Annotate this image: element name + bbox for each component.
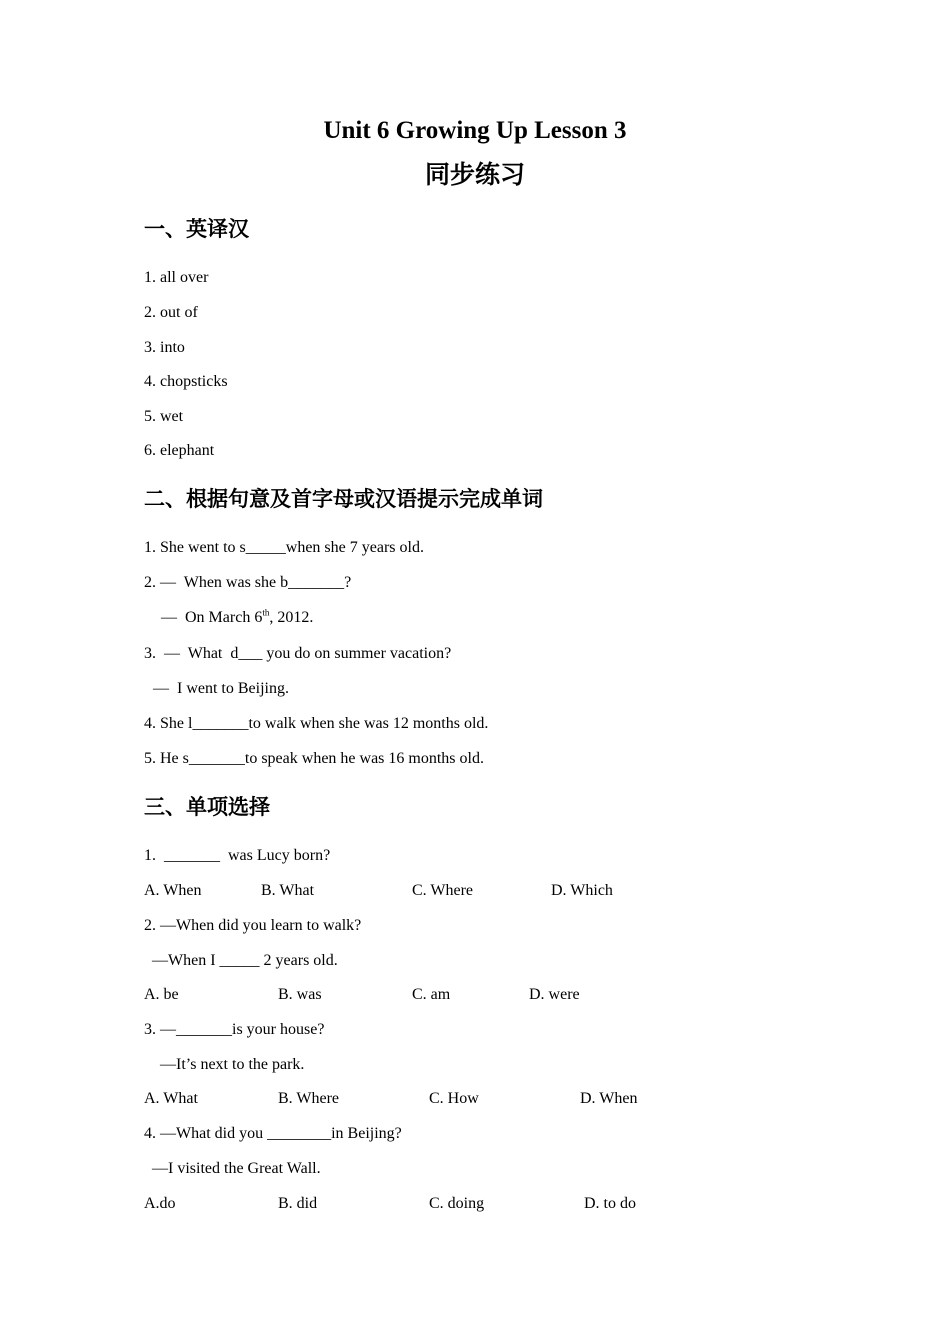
s2-q2-answer-text: — On March 6	[161, 609, 263, 626]
s3-q4-option-a: A.do	[144, 1195, 176, 1212]
s3-question-2: 2. —When did you learn to walk?	[144, 917, 362, 934]
s1-item-5: 5. wet	[144, 408, 184, 425]
section-1-heading: 一、英译汉	[144, 217, 249, 241]
s3-question-4-reply: —I visited the Great Wall.	[152, 1160, 321, 1177]
s3-q1-option-a: A. When	[144, 882, 202, 899]
s1-item-3: 3. into	[144, 339, 185, 356]
document-subtitle: 同步练习	[424, 160, 525, 189]
s3-q4-option-b: B. did	[278, 1195, 318, 1212]
section-2-heading: 二、根据句意及首字母或汉语提示完成单词	[144, 487, 543, 511]
s2-question-3-answer: — I went to Beijing.	[153, 680, 289, 697]
section-3-heading: 三、单项选择	[144, 795, 270, 819]
s3-q2-option-c: C. am	[412, 986, 451, 1003]
s3-q1-option-d: D. Which	[551, 882, 613, 899]
s3-question-2-reply: —When I _____ 2 years old.	[152, 952, 338, 969]
s1-item-4: 4. chopsticks	[144, 373, 228, 390]
s2-q2-answer-sup: th	[262, 607, 270, 618]
s3-q3-option-b: B. Where	[278, 1090, 340, 1107]
s3-q3-option-d: D. When	[580, 1090, 638, 1107]
s3-q2-option-d: D. were	[529, 986, 580, 1003]
s2-question-5: 5. He s_______to speak when he was 16 months old.	[144, 750, 484, 767]
s3-question-4: 4. —What did you ________in Beijing?	[144, 1125, 402, 1142]
s2-question-2: 2. — When was she b_______?	[144, 574, 352, 591]
s3-question-3: 3. —_______is your house?	[144, 1021, 325, 1038]
s1-item-1: 1. all over	[144, 269, 209, 286]
s2-question-1: 1. She went to s_____when she 7 years old.	[144, 539, 424, 556]
s3-question-3-reply: —It’s next to the park.	[160, 1056, 305, 1073]
s3-q1-option-c: C. Where	[412, 882, 474, 899]
s1-item-2: 2. out of	[144, 304, 198, 321]
s3-q3-option-c: C. How	[429, 1090, 479, 1107]
document-title: Unit 6 Growing Up Lesson 3	[323, 117, 627, 144]
s3-q4-option-c: C. doing	[429, 1195, 485, 1212]
s1-item-6: 6. elephant	[144, 442, 215, 459]
s3-q2-option-a: A. be	[144, 986, 179, 1003]
s2-question-2-answer	[161, 608, 313, 628]
s3-q4-option-d: D. to do	[584, 1195, 636, 1212]
s3-q1-option-b: B. What	[261, 882, 315, 899]
s3-question-1: 1. _______ was Lucy born?	[144, 847, 331, 864]
s3-q3-option-a: A. What	[144, 1090, 198, 1107]
s2-question-4: 4. She l_______to walk when she was 12 months old.	[144, 715, 489, 732]
s2-question-3: 3. — What d___ you do on summer vacation?	[144, 645, 452, 662]
s2-q2-answer-tail: , 2012.	[269, 609, 314, 626]
s3-q2-option-b: B. was	[278, 986, 322, 1003]
